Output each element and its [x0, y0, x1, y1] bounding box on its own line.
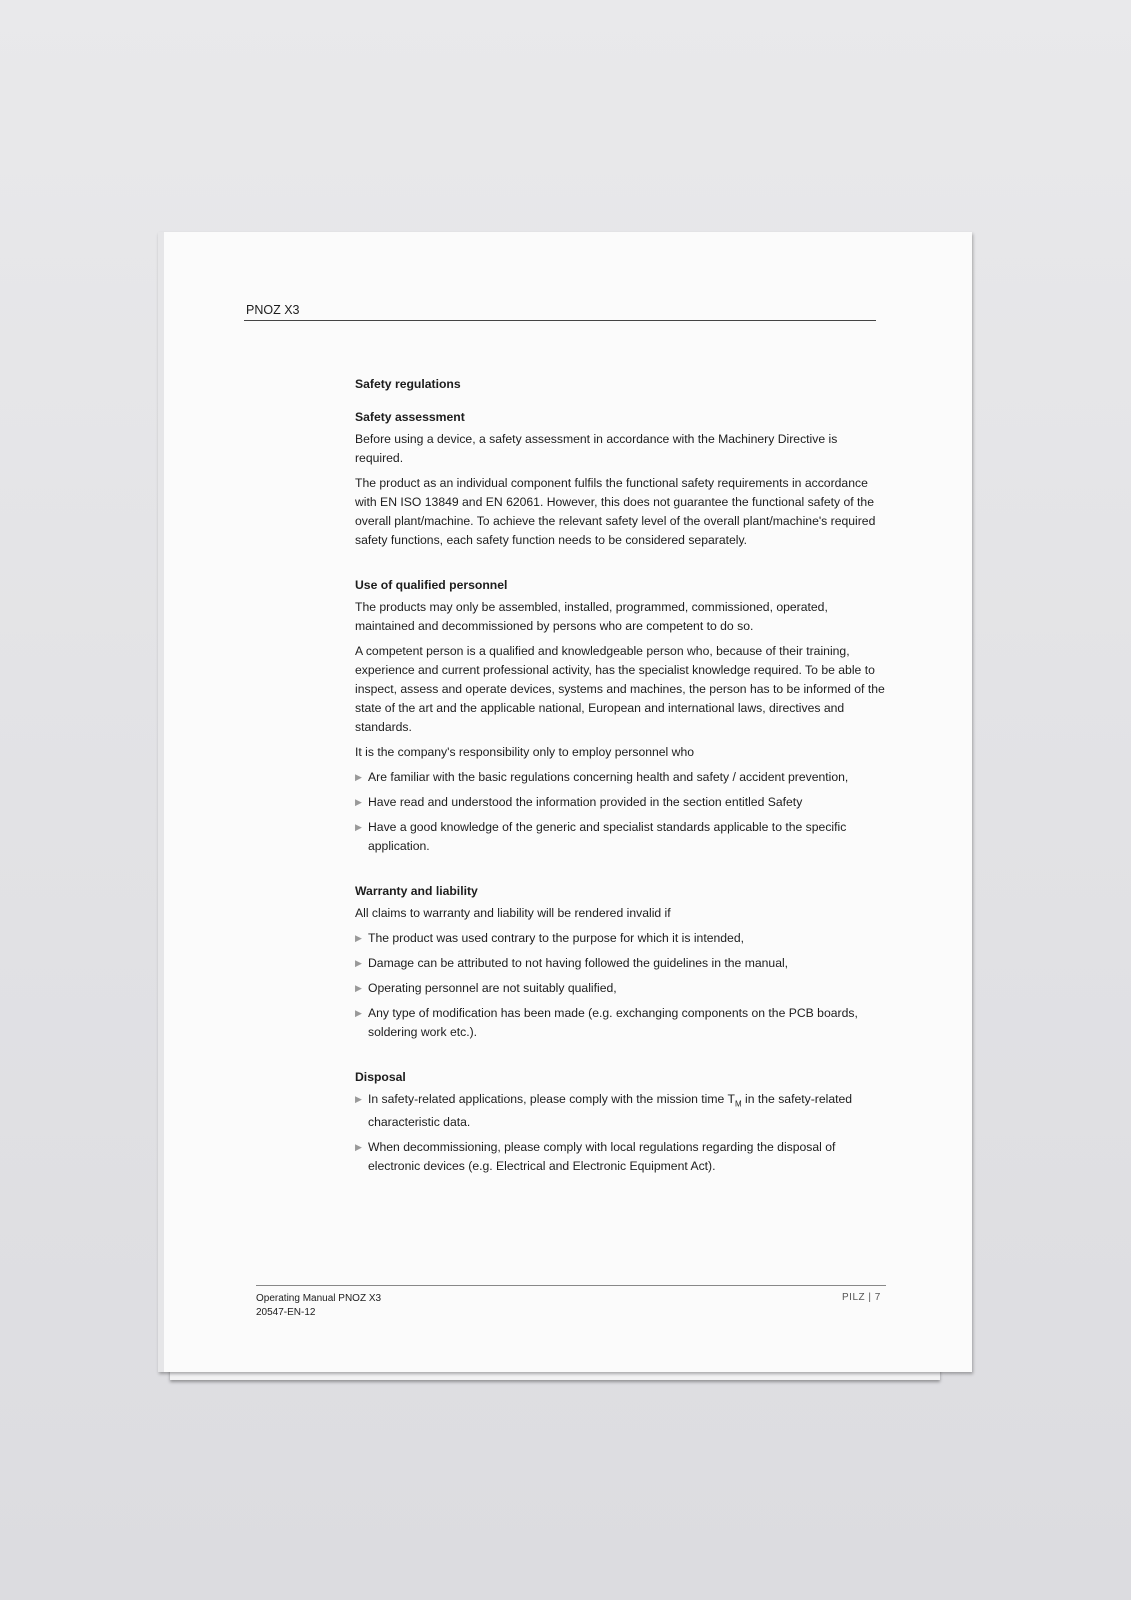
- bullet-arrow-icon: ▶: [355, 958, 362, 968]
- bullet-arrow-icon: ▶: [355, 933, 362, 943]
- footer-manual-title: Operating Manual PNOZ X3: [256, 1293, 382, 1304]
- bullet-list: [355, 1090, 885, 1176]
- footer-rule: [256, 1285, 886, 1286]
- section-heading: Use of qualified personnel: [355, 578, 508, 592]
- list-item-text: in the safety-related characteristic data.: [368, 1092, 853, 1130]
- bullet-arrow-icon: ▶: [355, 1094, 362, 1104]
- section-heading: Safety assessment: [355, 410, 465, 424]
- list-item-text: Have a good knowledge of the generic and specialist standards applicable to the specific application.: [368, 820, 847, 853]
- list-item-text: Any type of modification has been made (e.g. exchanging components on the PCB boards, soldering work etc.).: [368, 1006, 858, 1039]
- bullet-list: [355, 929, 885, 1042]
- paragraph: Before using a device, a safety assessment in accordance with the Machinery Directive is required.: [355, 432, 838, 465]
- list-item: [355, 768, 885, 787]
- bullet-arrow-icon: ▶: [355, 822, 362, 832]
- list-item: [355, 929, 885, 948]
- page-title: Safety regulations: [355, 377, 461, 391]
- section-heading: Warranty and liability: [355, 884, 478, 898]
- list-item-text: Have read and understood the information provided in the section entitled Safety: [368, 795, 803, 809]
- list-item-text: The product was used contrary to the purpose for which it is intended,: [368, 931, 744, 945]
- paragraph: All claims to warranty and liability will be rendered invalid if: [355, 906, 671, 920]
- list-item: [355, 979, 885, 998]
- footer-doc-number: 20547-EN-12: [256, 1307, 316, 1318]
- list-item-text: Operating personnel are not suitably qualified,: [368, 981, 617, 995]
- list-item: [355, 954, 885, 973]
- paragraph: A competent person is a qualified and knowledgeable person who, because of their training, experience and current professional activity, has the specialist knowledge required. To be able to inspect, assess and operate devices, systems and machines, the person has to be informed of the state of the art and the applicable national, European and international laws, directives and standards.: [355, 644, 885, 734]
- page-content: [355, 375, 885, 1182]
- header-title: PNOZ X3: [246, 303, 300, 317]
- list-item: [355, 1138, 885, 1176]
- page-number: | 7: [868, 1292, 881, 1303]
- bullet-list: [355, 768, 885, 856]
- list-item: [355, 818, 885, 856]
- bullet-arrow-icon: ▶: [355, 797, 362, 807]
- footer-info: [256, 1292, 381, 1320]
- list-item-text: When decommissioning, please comply with local regulations regarding the disposal of electronic devices (e.g. Electrical and Electronic Equipment Act).: [368, 1140, 836, 1174]
- subscript: M: [734, 1099, 742, 1109]
- list-item: [355, 793, 885, 812]
- bullet-arrow-icon: ▶: [355, 983, 362, 993]
- list-item-text: Damage can be attributed to not having followed the guidelines in the manual,: [368, 956, 789, 970]
- paragraph: The products may only be assembled, installed, programmed, commissioned, operated, maintained and decommissioned by persons who are competent to do so.: [355, 600, 828, 633]
- paragraph: The product as an individual component fulfils the functional safety requirements in accordance with EN ISO 13849 and EN 62061. However, this does not guarantee the functional safety of the overall plant/machine. To achieve the relevant safety level of the overall plant/machine's required safety functions, each safety function needs to be considered separately.: [355, 476, 876, 547]
- header-rule: [244, 320, 876, 321]
- list-item: [355, 1090, 885, 1132]
- list-item: [355, 1004, 885, 1042]
- bullet-arrow-icon: ▶: [355, 1008, 362, 1018]
- list-item-text: In safety-related applications, please comply with the mission time T: [368, 1092, 735, 1106]
- bullet-arrow-icon: ▶: [355, 772, 362, 782]
- paragraph: It is the company's responsibility only to employ personnel who: [355, 745, 695, 759]
- list-item-text: Are familiar with the basic regulations concerning health and safety / accident prevention,: [368, 770, 849, 784]
- section-heading: Disposal: [355, 1070, 406, 1084]
- pilz-logo: PILZ: [842, 1292, 866, 1303]
- footer-brand: [842, 1292, 881, 1303]
- bullet-arrow-icon: ▶: [355, 1142, 362, 1153]
